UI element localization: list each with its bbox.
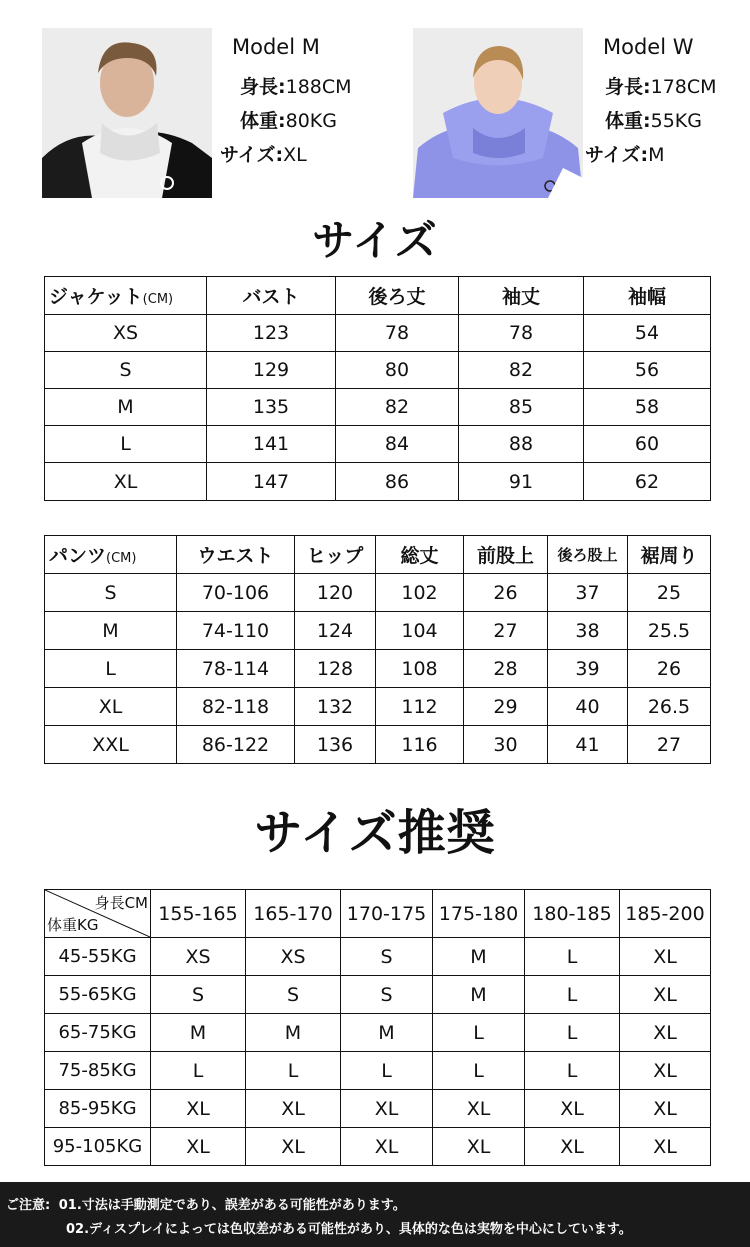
table-cell: 26.5 (628, 688, 711, 726)
table-cell: L (525, 938, 620, 976)
notice-text-2: 02.ディスプレイによっては色収差がある可能性があり、具体的な色は実物を中心にしています。 (66, 1222, 632, 1237)
model-m-size (220, 146, 307, 165)
weight-label: 体重: (605, 110, 651, 132)
table-cell: 88 (459, 426, 584, 463)
table-cell: M (151, 1014, 246, 1052)
header-cell: 袖幅 (584, 277, 711, 315)
table-cell: XL (620, 976, 711, 1014)
table-cell: XL (151, 1090, 246, 1128)
table-cell: M (433, 976, 525, 1014)
recommend-heading: サイズ推奨 (254, 805, 496, 861)
corner-top-label: 身長CM (94, 894, 148, 912)
table-row (45, 1014, 711, 1052)
table-cell: 38 (548, 612, 628, 650)
table-cell: 78 (336, 315, 459, 352)
notice-line-2 (66, 1218, 632, 1237)
table-cell: XL (246, 1128, 341, 1166)
table-row (45, 1052, 711, 1090)
header-cell: 165-170 (246, 890, 341, 938)
header-cell: 後ろ股上 (548, 536, 628, 574)
table-cell: 26 (464, 574, 548, 612)
corner-cell (45, 890, 151, 938)
table-cell: 86 (336, 463, 459, 501)
model-m-weight (240, 112, 337, 131)
unit-label: (CM) (142, 292, 174, 307)
header-cell: バスト (207, 277, 336, 315)
model-w-height (605, 78, 717, 97)
table-cell: 27 (464, 612, 548, 650)
table-cell: 141 (207, 426, 336, 463)
table-cell: L (525, 1014, 620, 1052)
table-cell: XL (433, 1090, 525, 1128)
recommend-size-table (44, 889, 711, 1166)
table-cell: L (525, 976, 620, 1014)
table-header-row (45, 277, 711, 315)
table-cell: S (151, 976, 246, 1014)
table-cell: 120 (295, 574, 376, 612)
header-cell: ヒップ (295, 536, 376, 574)
table-cell: 102 (376, 574, 464, 612)
table-cell: 56 (584, 352, 711, 389)
table-cell: 25 (628, 574, 711, 612)
table-row (45, 976, 711, 1014)
header-cell: ウエスト (177, 536, 295, 574)
jacket-size-table (44, 276, 711, 501)
table-cell: 104 (376, 612, 464, 650)
table-cell: 84 (336, 426, 459, 463)
weight-cell: 55-65KG (45, 976, 151, 1014)
table-cell: 27 (628, 726, 711, 764)
table-cell: XL (246, 1090, 341, 1128)
table-cell: 132 (295, 688, 376, 726)
table-row (45, 426, 711, 463)
table-cell: M (433, 938, 525, 976)
table-cell: 40 (548, 688, 628, 726)
table-header-row (45, 536, 711, 574)
notice-text-1: 01.寸法は手動測定であり、誤差がある可能性があります。 (58, 1198, 406, 1213)
table-cell: 108 (376, 650, 464, 688)
height-value: 188CM (285, 76, 352, 98)
table-row (45, 315, 711, 352)
table-cell: 70-106 (177, 574, 295, 612)
height-label: 身長: (240, 76, 286, 98)
model-w-photo (413, 28, 583, 198)
corner-bottom-label: 体重KG (47, 916, 99, 934)
pants-size-table (44, 535, 711, 764)
header-cell: 裾周り (628, 536, 711, 574)
table-row (45, 726, 711, 764)
table-cell: S (246, 976, 341, 1014)
table-row (45, 1128, 711, 1166)
table-cell: 78-114 (177, 650, 295, 688)
table-cell: 129 (207, 352, 336, 389)
weight-cell: 85-95KG (45, 1090, 151, 1128)
table-cell: 62 (584, 463, 711, 501)
model-m-photo (42, 28, 212, 198)
weight-cell: 65-75KG (45, 1014, 151, 1052)
table-cell: XL (620, 1014, 711, 1052)
table-row (45, 650, 711, 688)
notice-label: ご注意: (6, 1198, 51, 1213)
table-cell: XL (525, 1128, 620, 1166)
header-cell: 175-180 (433, 890, 525, 938)
size-cell: S (45, 352, 207, 389)
table-cell: 80 (336, 352, 459, 389)
size-cell: XL (45, 688, 177, 726)
size-cell: S (45, 574, 177, 612)
size-cell: XL (45, 463, 207, 501)
table-cell: 136 (295, 726, 376, 764)
header-cell: 180-185 (525, 890, 620, 938)
size-label: サイズ: (220, 144, 284, 166)
table-cell: L (246, 1052, 341, 1090)
table-cell: S (341, 976, 433, 1014)
notice-line-1 (6, 1194, 406, 1213)
table-cell: 82-118 (177, 688, 295, 726)
table-cell: M (341, 1014, 433, 1052)
table-cell: L (341, 1052, 433, 1090)
model-w-weight (605, 112, 702, 131)
header-cell: 170-175 (341, 890, 433, 938)
table-row (45, 463, 711, 501)
table-cell: 54 (584, 315, 711, 352)
size-cell: M (45, 612, 177, 650)
table-cell: XL (341, 1090, 433, 1128)
size-cell: L (45, 426, 207, 463)
table-cell: 147 (207, 463, 336, 501)
table-cell: 85 (459, 389, 584, 426)
height-value: 178CM (650, 76, 717, 98)
table-row (45, 688, 711, 726)
table-cell: 74-110 (177, 612, 295, 650)
table-cell: L (433, 1014, 525, 1052)
table-cell: 123 (207, 315, 336, 352)
table-cell: 112 (376, 688, 464, 726)
weight-label: 体重: (240, 110, 286, 132)
table-cell: 86-122 (177, 726, 295, 764)
unit-label: (CM) (106, 551, 137, 566)
size-cell: M (45, 389, 207, 426)
table-cell: 25.5 (628, 612, 711, 650)
table-cell: 39 (548, 650, 628, 688)
table-cell: 29 (464, 688, 548, 726)
table-cell: 58 (584, 389, 711, 426)
table-cell: 116 (376, 726, 464, 764)
table-cell: 91 (459, 463, 584, 501)
weight-cell: 75-85KG (45, 1052, 151, 1090)
model-w-size (585, 146, 665, 165)
table-cell: L (525, 1052, 620, 1090)
table-cell: XL (620, 1052, 711, 1090)
table-row (45, 1090, 711, 1128)
table-row (45, 389, 711, 426)
table-cell: 60 (584, 426, 711, 463)
table-header-row (45, 890, 711, 938)
table-cell: 135 (207, 389, 336, 426)
table-cell: 37 (548, 574, 628, 612)
table-cell: XL (620, 1128, 711, 1166)
table-cell: 28 (464, 650, 548, 688)
size-value: M (648, 144, 665, 166)
table-cell: M (246, 1014, 341, 1052)
header-cell: 袖丈 (459, 277, 584, 315)
model-w-title: Model W (603, 35, 694, 59)
header-cell: 185-200 (620, 890, 711, 938)
table-cell: XS (151, 938, 246, 976)
model-m-title: Model M (232, 35, 320, 59)
table-row (45, 352, 711, 389)
pants-label: パンツ (49, 545, 107, 567)
table-cell: 30 (464, 726, 548, 764)
table-cell: L (151, 1052, 246, 1090)
table-cell: XL (525, 1090, 620, 1128)
table-cell: XL (151, 1128, 246, 1166)
notice-banner (0, 1182, 750, 1247)
table-cell: 82 (459, 352, 584, 389)
size-label: サイズ: (585, 144, 649, 166)
table-cell: XL (341, 1128, 433, 1166)
header-cell: 前股上 (464, 536, 548, 574)
header-cell (45, 536, 177, 574)
table-cell: XL (620, 938, 711, 976)
table-cell: XL (620, 1090, 711, 1128)
table-cell: XL (433, 1128, 525, 1166)
height-label: 身長: (605, 76, 651, 98)
header-cell: 155-165 (151, 890, 246, 938)
table-cell: L (433, 1052, 525, 1090)
jacket-label: ジャケット (49, 286, 143, 308)
table-cell: 78 (459, 315, 584, 352)
table-cell: 82 (336, 389, 459, 426)
size-cell: XS (45, 315, 207, 352)
header-cell (45, 277, 207, 315)
table-cell: 128 (295, 650, 376, 688)
model-m-height (240, 78, 352, 97)
table-cell: 41 (548, 726, 628, 764)
weight-value: 80KG (285, 110, 337, 132)
size-heading: サイズ (312, 216, 438, 265)
weight-cell: 95-105KG (45, 1128, 151, 1166)
header-cell: 後ろ丈 (336, 277, 459, 315)
size-cell: XXL (45, 726, 177, 764)
table-cell: XS (246, 938, 341, 976)
weight-value: 55KG (650, 110, 702, 132)
table-cell: S (341, 938, 433, 976)
size-cell: L (45, 650, 177, 688)
table-cell: 124 (295, 612, 376, 650)
header-cell: 総丈 (376, 536, 464, 574)
table-row (45, 574, 711, 612)
table-row (45, 938, 711, 976)
table-row (45, 612, 711, 650)
size-value: XL (283, 144, 307, 166)
table-cell: 26 (628, 650, 711, 688)
weight-cell: 45-55KG (45, 938, 151, 976)
